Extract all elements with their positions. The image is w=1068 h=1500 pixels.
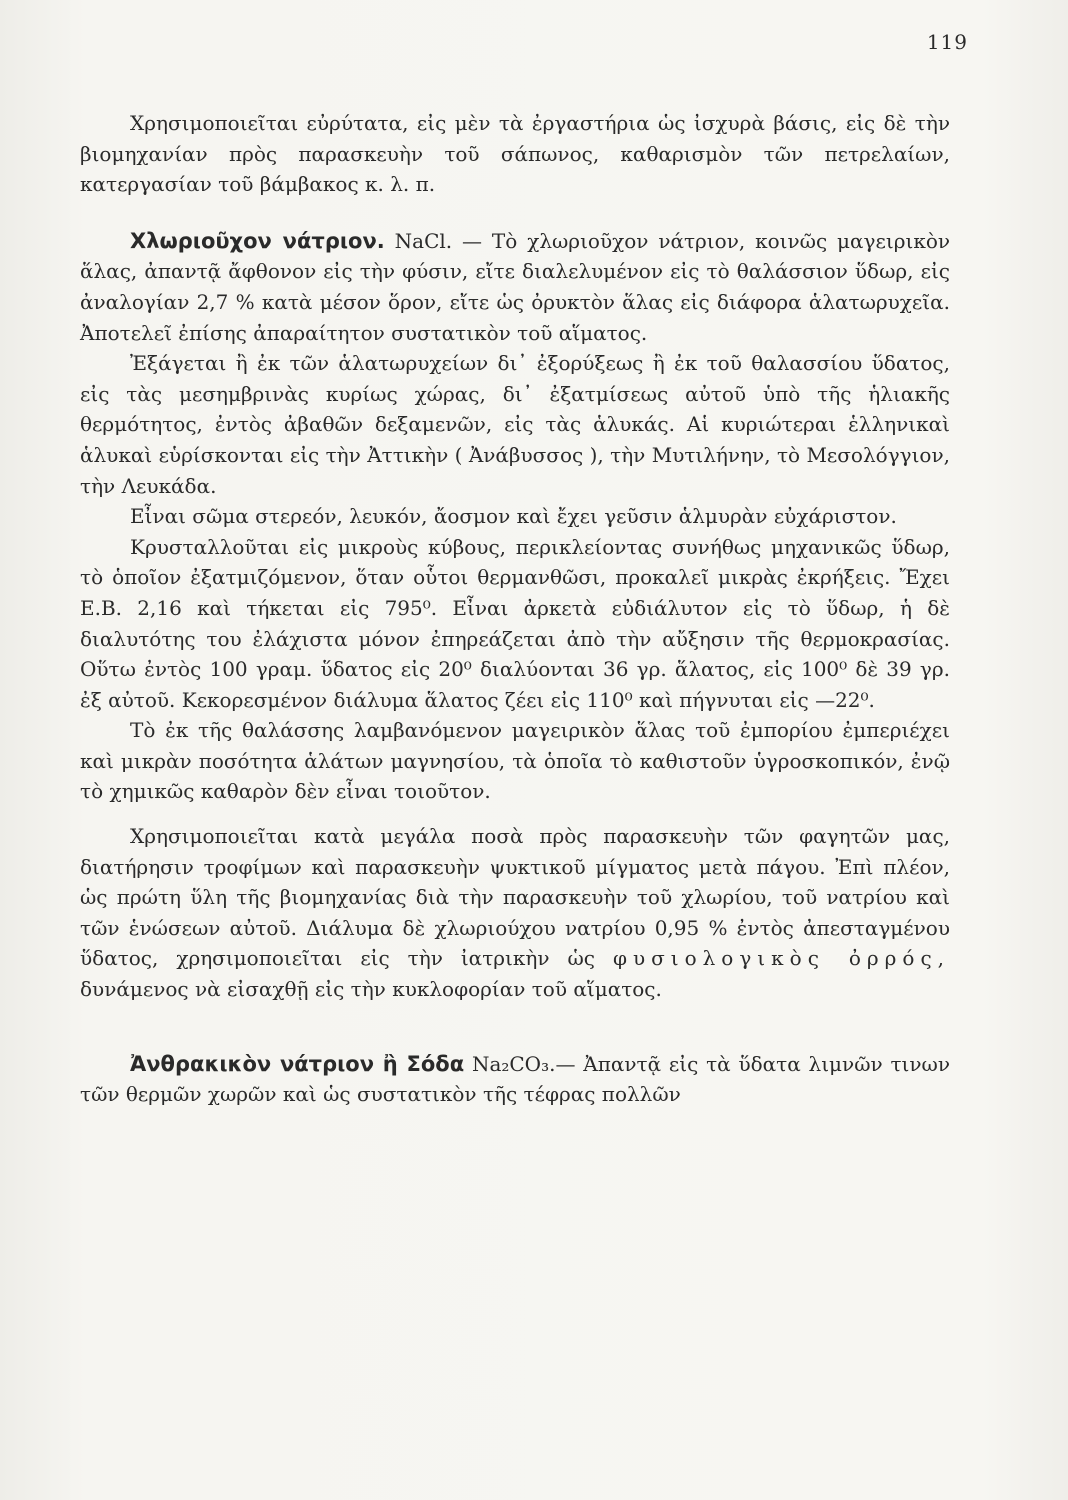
page-number: 119 bbox=[926, 30, 968, 54]
paragraph-nacl-crystals: Κρυσταλλοῦται εἰς μικροὺς κύβους, περικλείοντας συνήθως μηχανικῶς ὕδωρ, τὸ ὁποῖον ἐξατμιζόμενον, ὅταν οὗτοι θερμανθῶσι, προκαλεῖ μικρὰς ἐκρήξεις. Ἔχει Ε.Β. 2,16 καὶ τήκεται εἰς 795⁰. Εἶναι ἀρκετὰ εὐδιάλυτον εἰς τὸ ὕδωρ, ἡ δὲ διαλυτότης του ἐλάχιστα μόνον ἐπηρεάζεται ἀπὸ τὴν αὔξησιν τῆς θερμοκρασίας. Οὕτω ἐντὸς 100 γραμ. ὕδατος εἰς 20⁰ διαλύονται 36 γρ. ἅλατος, εἰς 100⁰ δὲ 39 γρ. ἐξ αὐτοῦ. Κεκορεσμένον διάλυμα ἅλατος ζέει εἰς 110⁰ καὶ πήγνυται εἰς —22⁰. bbox=[80, 534, 950, 712]
section-heading-soda: Ἀνθρακικὸν νάτριον ἢ Σόδα bbox=[130, 1051, 465, 1076]
paragraph-soda-intro bbox=[80, 1049, 950, 1110]
paragraph-nacl-extraction: Ἐξάγεται ἢ ἐκ τῶν ἁλατωρυχείων δι᾿ ἐξορύξεως ἢ ἐκ τοῦ θαλασσίου ὕδατος, εἰς τὰς μεσημβρινὰς κυρίως χώρας, δι᾿ ἐξατμίσεως αὐτοῦ ὑπὸ τῆς ἡλιακῆς θερμότητος, ἐντὸς ἀβαθῶν δεξαμενῶν, εἰς τὰς ἁλυκάς. Αἱ κυριώτεραι ἑλληνικαὶ ἁλυκαὶ εὑρίσκονται εἰς τὴν Ἀττικὴν ( Ἀνάβυσσος ), τὴν Μυτιλήνην, τὸ Μεσολόγγιον, τὴν Λευκάδα. bbox=[80, 351, 950, 498]
paragraph-nacl-properties: Εἶναι σῶμα στερεόν, λευκόν, ἄοσμον καὶ ἔχει γεῦσιν ἁλμυρὰν εὐχάριστον. bbox=[130, 504, 897, 529]
paragraph-soda-body: Ἀπαντᾷ εἰς τὰ ὕδατα λιμνῶν τινων τῶν θερμῶν χωρῶν καὶ ὡς συστατικὸν τῆς τέφρας πολλῶν bbox=[80, 1051, 951, 1107]
paragraph-nacl-uses bbox=[80, 821, 950, 1005]
body-text bbox=[80, 108, 950, 1110]
paragraph-nacl-commercial: Τὸ ἐκ τῆς θαλάσσης λαμβανόμενον μαγειρικὸν ἅλας τοῦ ἐμπορίου ἐμπεριέχει καὶ μικρὰν ποσότητα ἁλάτων μαγνησίου, τὰ ὁποῖα τὸ καθιστοῦν ὑγροσκοπικόν, ἐνῷ τὸ χημικῶς καθαρὸν δὲν εἶναι τοιοῦτον. bbox=[80, 718, 950, 804]
paragraph-nacl-intro bbox=[80, 226, 950, 348]
paragraph-naoh-uses: Χρησιμοποιεῖται εὐρύτατα, εἰς μὲν τὰ ἐργαστήρια ὡς ἰσχυρὰ βάσις, εἰς δὲ τὴν βιομηχανίαν πρὸς παρασκευὴν τοῦ σάπωνος, καθαρισμὸν τῶν πετρελαίων, κατεργασίαν τοῦ βάμβακος κ. λ. π. bbox=[80, 111, 950, 197]
term-physiological-saline: φυσιολογικὸς ὀρρός, bbox=[612, 946, 951, 971]
paragraph-nacl-uses-before: Χρησιμοποιεῖται κατὰ μεγάλα ποσὰ πρὸς παρασκευὴν τῶν φαγητῶν μας, διατήρησιν τροφίμων καὶ παρασκευὴν ψυκτικοῦ μίγματος μετὰ πάγου. Ἐπὶ πλέον, ὡς πρώτη ὕλη τῆς βιομηχανίας διὰ τὴν παρασκευὴν τοῦ χλωρίου, τοῦ νατρίου καὶ τῶν ἑνώσεων αὐτοῦ. Διάλυμα δὲ χλωριούχου νατρίου 0,95 % ἐντὸς ἀπεσταγμένου ὕδατος, χρησιμοποιεῖται εἰς τὴν ἰατρικὴν ὡς bbox=[80, 824, 950, 971]
paragraph-nacl-intro-body: NaCl. — Τὸ χλωριοῦχον νάτριον, κοινῶς μαγειρικὸν ἅλας, ἀπαντᾷ ἄφθονον εἰς τὴν φύσιν, εἴτε διαλελυμένον εἰς τὸ θαλάσσιον ὕδωρ, εἰς ἀναλογίαν 2,7 % κατὰ μέσον ὅρον, εἴτε ὡς ὀρυκτὸν ἅλας εἰς διάφορα ἁλατωρυχεῖα. Ἀποτελεῖ ἐπίσης ἀπαραίτητον συστατικὸν τοῦ αἵματος. bbox=[80, 228, 951, 345]
soda-formula: Na₂CO₃.— bbox=[471, 1051, 576, 1076]
section-heading-nacl: Χλωριοῦχον νάτριον. bbox=[130, 228, 385, 253]
paragraph-nacl-uses-after: δυνάμενος νὰ εἰσαχθῇ εἰς τὴν κυκλοφορίαν τοῦ αἵματος. bbox=[80, 977, 662, 1002]
